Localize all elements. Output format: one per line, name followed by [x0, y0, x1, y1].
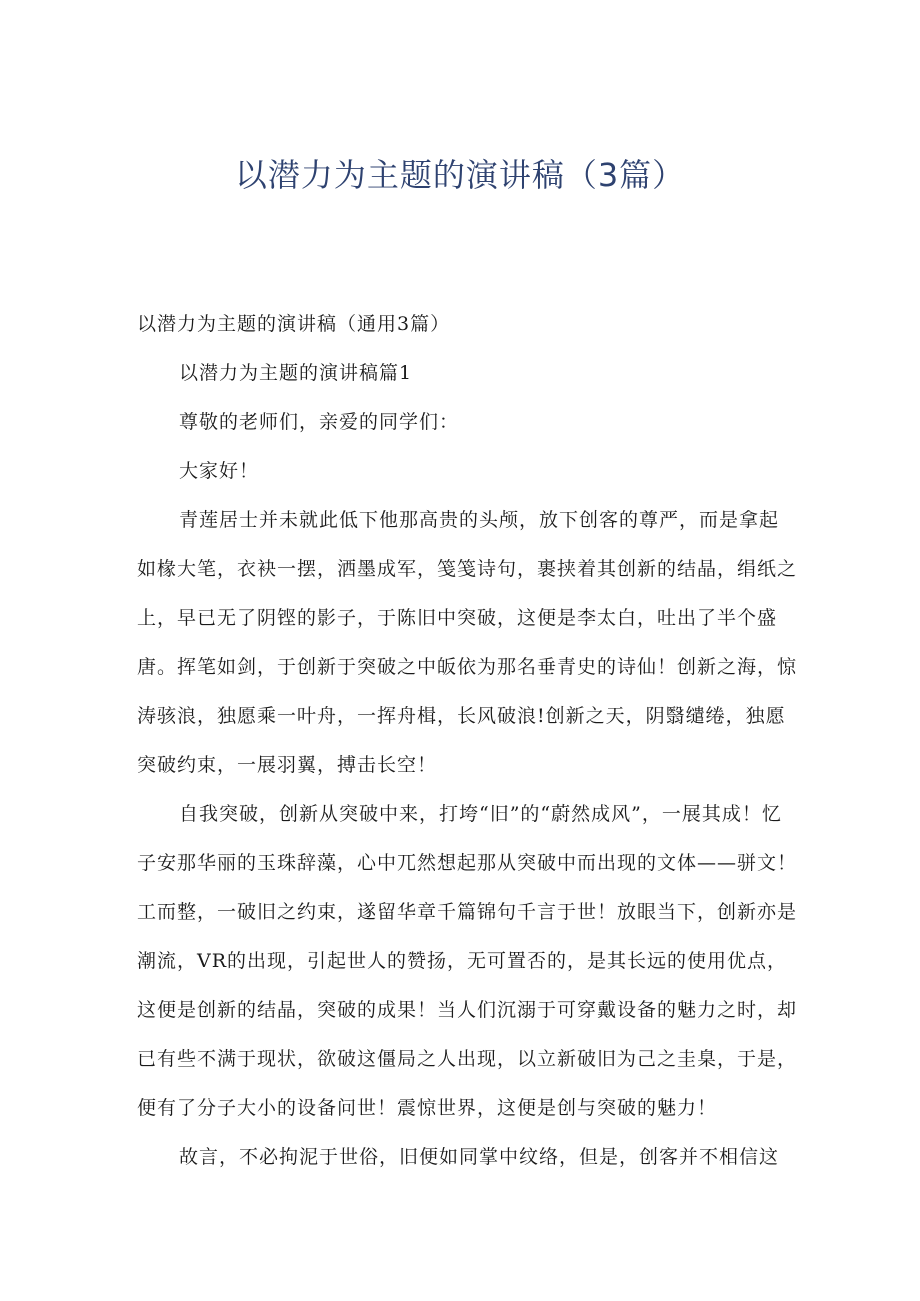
paragraph: 自我突破，创新从突破中来，打垮“旧”的“蔚然成风”，一展其成！忆子安那华丽的玉珠辞藻，心中兀然想起那从突破中而出现的文体——骈文！工而整，一破旧之约束，遂留华章千篇锦句千言于世！放眼当下，创新亦是潮流，VR的出现，引起世人的赞扬，无可置否的，是其长远的使用优点，这便是创新的结晶，突破的成果！当人们沉溺于可穿戴设备的魅力之时，却已有些不满于现状，欲破这僵局之人出现，以立新破旧为己之圭臬，于是，便有了分子大小的设备问世！震惊世界，这便是创与突破的魅力！	[137, 803, 798, 1119]
document-title: 以潜力为主题的演讲稿（3篇）	[234, 156, 686, 194]
salutation: 尊敬的老师们，亲爱的同学们：	[179, 411, 460, 433]
paragraph: 故言，不必拘泥于世俗，旧便如同掌中纹络，但是，创客并不相信这	[179, 1146, 780, 1168]
document-body	[137, 300, 797, 1182]
subtitle-line: 以潜力为主题的演讲稿（通用3篇）	[137, 313, 451, 335]
paragraph: 青莲居士并未就此低下他那高贵的头颅，放下创客的尊严，而是拿起如椽大笔，衣袂一摆，洒墨成军，笺笺诗句，裹挟着其创新的结晶，绢纸之上，早已无了阴铿的影子，于陈旧中突破，这便是李太白，吐出了半个盛唐。挥笔如剑，于创新于突破之中皈依为那名垂青史的诗仙！创新之海，惊涛骇浪，独愿乘一叶舟，一挥舟楫，长风破浪!创新之天，阴翳缱绻，独愿突破约束，一展羽翼，搏击长空！	[137, 509, 798, 776]
greeting: 大家好！	[179, 460, 260, 482]
section-heading: 以潜力为主题的演讲稿篇1	[179, 362, 413, 384]
